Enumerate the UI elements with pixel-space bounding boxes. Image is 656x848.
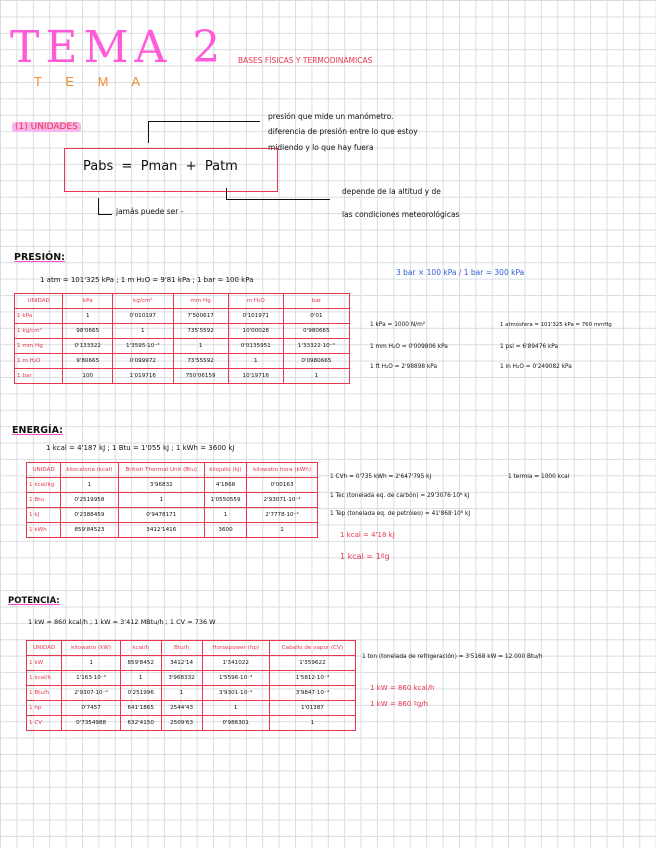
presion-example: 3 bar × 100 kPa / 1 bar = 300 kPa (396, 268, 525, 277)
potencia-side-note: 1 ton (tonelada de refrigeración) = 3'5168 kW = 12.000 Btu/h (362, 654, 543, 660)
potencia-col-hp: Horsepower (hp) (202, 641, 269, 656)
row-unit: 1 kWh (27, 523, 61, 538)
row-unit: 1 Btu (27, 493, 61, 508)
cell: 0'7354988 (62, 716, 120, 731)
cell: 0'00163 (247, 478, 318, 493)
cell: 1'163·10⁻³ (62, 671, 120, 686)
potencia-col-btuh: Btu/h (161, 641, 202, 656)
cell: 1'5596·10⁻³ (202, 671, 269, 686)
cell: 1 (63, 309, 113, 324)
table-row (27, 671, 356, 686)
table-row (15, 354, 350, 369)
note-atmospheric-2: las condiciones meteorológicas (342, 210, 460, 219)
cell: 98'0665 (63, 324, 113, 339)
arrow-atm-horizontal (226, 199, 330, 200)
energia-side-note: 1 Tep (tonelada eq. de petróleo) = 41'868·10⁶ kJ (330, 511, 471, 517)
cell: 1'01387 (269, 701, 355, 716)
arrow-neg-vertical (98, 198, 99, 214)
row-unit: 1 kg/cm² (15, 324, 63, 339)
cell: 2544'43 (161, 701, 202, 716)
cell: 3'968332 (161, 671, 202, 686)
cell: 1 (247, 523, 318, 538)
row-unit: 1 kPa (15, 309, 63, 324)
cell: 4'1868 (204, 478, 246, 493)
table-row (15, 369, 350, 384)
table-row (27, 508, 318, 523)
formula-box (64, 148, 278, 192)
row-unit: 1 kcal/kg (27, 478, 61, 493)
cell: 0'2519958 (61, 493, 118, 508)
presion-side-note: 1 mm H₂O = 0'009806 kPa (370, 344, 448, 350)
presion-col-kgcm2: kg/cm² (113, 294, 174, 309)
cell: 1 (161, 686, 202, 701)
cell: 0'9478171 (118, 508, 204, 523)
row-unit: 1 mm Hg (15, 339, 63, 354)
potencia-red-note: 1 kW = 860 kcal/h (370, 684, 435, 692)
cell: 859'84523 (61, 523, 118, 538)
page-title: TEMA 2 (10, 22, 227, 73)
note-manometer-1: presión que mide un manómetro. (268, 112, 394, 121)
cell: 1'5812·10⁻³ (269, 671, 355, 686)
cell: 1'33322·10⁻³ (283, 339, 349, 354)
table-row (15, 309, 350, 324)
cell: 0'2388459 (61, 508, 118, 523)
cell: 735'5592 (173, 324, 228, 339)
cell: 1 (113, 324, 174, 339)
potencia-table (26, 640, 356, 731)
presion-col-mh2o: m H₂O (228, 294, 283, 309)
presion-col-kpa: kPa (63, 294, 113, 309)
cell: 0'251996 (120, 686, 161, 701)
cell: 2509'63 (161, 716, 202, 731)
section-potencia-heading: POTENCIA: (8, 596, 60, 606)
cell: 632'4150 (120, 716, 161, 731)
row-unit: 1 kW (27, 656, 62, 671)
energia-table (26, 462, 318, 538)
formula-plus: + (185, 159, 197, 174)
cell: 1 (120, 671, 161, 686)
presion-equivalences: 1 atm = 101'325 kPa ; 1 m H₂O = 9'81 kPa ; 1 bar = 100 kPa (40, 276, 254, 284)
cell: 3'9847·10⁻⁴ (269, 686, 355, 701)
arrow-neg-horizontal (98, 214, 112, 215)
table-row (27, 656, 356, 671)
row-unit: 1 kcal/h (27, 671, 62, 686)
cell: 0'980665 (283, 324, 349, 339)
section-unidades-heading (12, 122, 81, 132)
row-unit: 1 m H₂O (15, 354, 63, 369)
row-unit: 1 kJ (27, 508, 61, 523)
note-manometer-3: midiendo y lo que hay fuera (268, 143, 374, 152)
energia-side-note: 1 CVh = 0'735 kWh = 2'647'795 kJ (330, 474, 432, 480)
title-letters: T E M A (34, 74, 150, 89)
table-row (27, 478, 318, 493)
arrow-atm-vertical (226, 188, 227, 200)
formula-pman: Pman (140, 159, 178, 174)
potencia-col-cv: Caballo de vapor (CV) (269, 641, 355, 656)
cell: 1 (269, 716, 355, 731)
energia-col-btu: British Thermal Unit (Btu) (118, 463, 204, 478)
cell: 0'101971 (228, 309, 283, 324)
note-atmospheric-1: depende de la altitud y de (342, 187, 441, 196)
cell: 0'7457 (62, 701, 120, 716)
table-row (15, 324, 350, 339)
presion-col-bar: bar (283, 294, 349, 309)
cell: 0'099972 (113, 354, 174, 369)
cell: 0'986301 (202, 716, 269, 731)
presion-side-note: 1 ft H₂O = 2'98898 kPa (370, 364, 438, 370)
potencia-col-kw: kilowatio (kW) (62, 641, 120, 656)
row-unit: 1 bar (15, 369, 63, 384)
unidades-heading-text: (1) UNIDADES (12, 122, 81, 132)
cell: 1 (283, 369, 349, 384)
row-unit: 1 CV (27, 716, 62, 731)
energia-side-note: 1 termia = 1000 kcal (508, 474, 570, 480)
presion-side-note: 1 kPa = 1000 N/m² (370, 322, 426, 328)
cell: 750'06159 (173, 369, 228, 384)
table-row (27, 686, 356, 701)
potencia-table-header (27, 641, 356, 656)
cell: 7'500617 (173, 309, 228, 324)
cell: 0'0135951 (228, 339, 283, 354)
potencia-col-unit: UNIDAD (27, 641, 62, 656)
energia-col-kwh: kilowatio hora (kWh) (247, 463, 318, 478)
potencia-equivalences: 1 kW = 860 kcal/h ; 1 kW = 3'412 MBtu/h ; 1 CV = 736 W (28, 618, 216, 626)
cell: 0'01 (283, 309, 349, 324)
energia-col-unit: UNIDAD (27, 463, 61, 478)
arrow-man-horizontal (148, 121, 260, 122)
potencia-col-kcalh: kcal/h (120, 641, 161, 656)
presion-col-mmhg: mm Hg (173, 294, 228, 309)
row-unit: 1 Btu/h (27, 686, 62, 701)
potencia-red-note: 1 kW = 860 ºg/h (370, 700, 429, 708)
presion-side-note: 1 atmósfera = 101'325 kPa = 760 mmHg (500, 322, 612, 328)
note-manometer-2: diferencia de presión entre lo que estoy (268, 127, 418, 136)
formula-patm: Patm (204, 159, 238, 174)
energia-side-note: 1 Tec (tonelada eq. de carbón) = 29'3076·10⁶ kJ (330, 493, 470, 499)
section-energia-heading: ENERGÍA: (12, 425, 63, 436)
table-row (27, 716, 356, 731)
section-presion-heading: PRESIÓN: (14, 252, 65, 263)
cell: 641'1865 (120, 701, 161, 716)
cell: 0'010197 (113, 309, 174, 324)
cell: 3600 (204, 523, 246, 538)
presion-table (14, 293, 350, 384)
table-row (27, 523, 318, 538)
cell: 0'133322 (63, 339, 113, 354)
energia-col-kj: kilojulio (kJ) (204, 463, 246, 478)
cell: 10'00028 (228, 324, 283, 339)
cell: 1 (173, 339, 228, 354)
cell: 9'80665 (63, 354, 113, 369)
energia-col-kcal: kilocaloría (kcal) (61, 463, 118, 478)
energia-red-note: 1 kcal = 4'18 kJ (340, 531, 395, 539)
table-row (27, 701, 356, 716)
cell: 1'341022 (202, 656, 269, 671)
cell: 1 (118, 493, 204, 508)
cell: 3'96832 (118, 478, 204, 493)
cell: 2'7778·10⁻⁴ (247, 508, 318, 523)
cell: 1 (202, 701, 269, 716)
presion-side-note: 1 in H₂O = 0'249082 kPa (500, 364, 572, 370)
cell: 859'8452 (120, 656, 161, 671)
cell: 1 (61, 478, 118, 493)
presion-side-note: 1 psi = 6'89476 kPa (500, 344, 559, 350)
cell: 1'0550559 (204, 493, 246, 508)
cell: 1'019716 (113, 369, 174, 384)
energia-table-header (27, 463, 318, 478)
cell: 100 (63, 369, 113, 384)
cell: 3'9301·10⁻⁴ (202, 686, 269, 701)
cell: 2'93071·10⁻⁴ (247, 493, 318, 508)
cell: 0'0980665 (283, 354, 349, 369)
cell: 2'9307·10⁻⁴ (62, 686, 120, 701)
formula-pabs: Pabs (83, 159, 114, 174)
cell: 3412'14 (161, 656, 202, 671)
table-row (15, 339, 350, 354)
cell: 1 (62, 656, 120, 671)
table-row (27, 493, 318, 508)
cell: 73'55592 (173, 354, 228, 369)
cell: 10'19716 (228, 369, 283, 384)
energia-equivalences: 1 kcal = 4'187 kJ ; 1 Btu = 1'055 kJ ; 1 kWh = 3600 kJ (46, 444, 235, 452)
presion-table-header (15, 294, 350, 309)
cell: 1'3595·10⁻³ (113, 339, 174, 354)
formula-equals: = (121, 159, 133, 174)
energia-red-note: 1 kcal = 1ºg (340, 552, 390, 561)
page-subtitle: BASES FÍSICAS Y TERMODINÁMICAS (238, 56, 373, 65)
cell: 3412'1416 (118, 523, 204, 538)
note-never-negative: jamás puede ser - (116, 207, 184, 216)
cell: 1'359622 (269, 656, 355, 671)
arrow-man-vertical (148, 121, 149, 143)
presion-col-unit: UNIDAD (15, 294, 63, 309)
cell: 1 (228, 354, 283, 369)
row-unit: 1 hp (27, 701, 62, 716)
cell: 1 (204, 508, 246, 523)
